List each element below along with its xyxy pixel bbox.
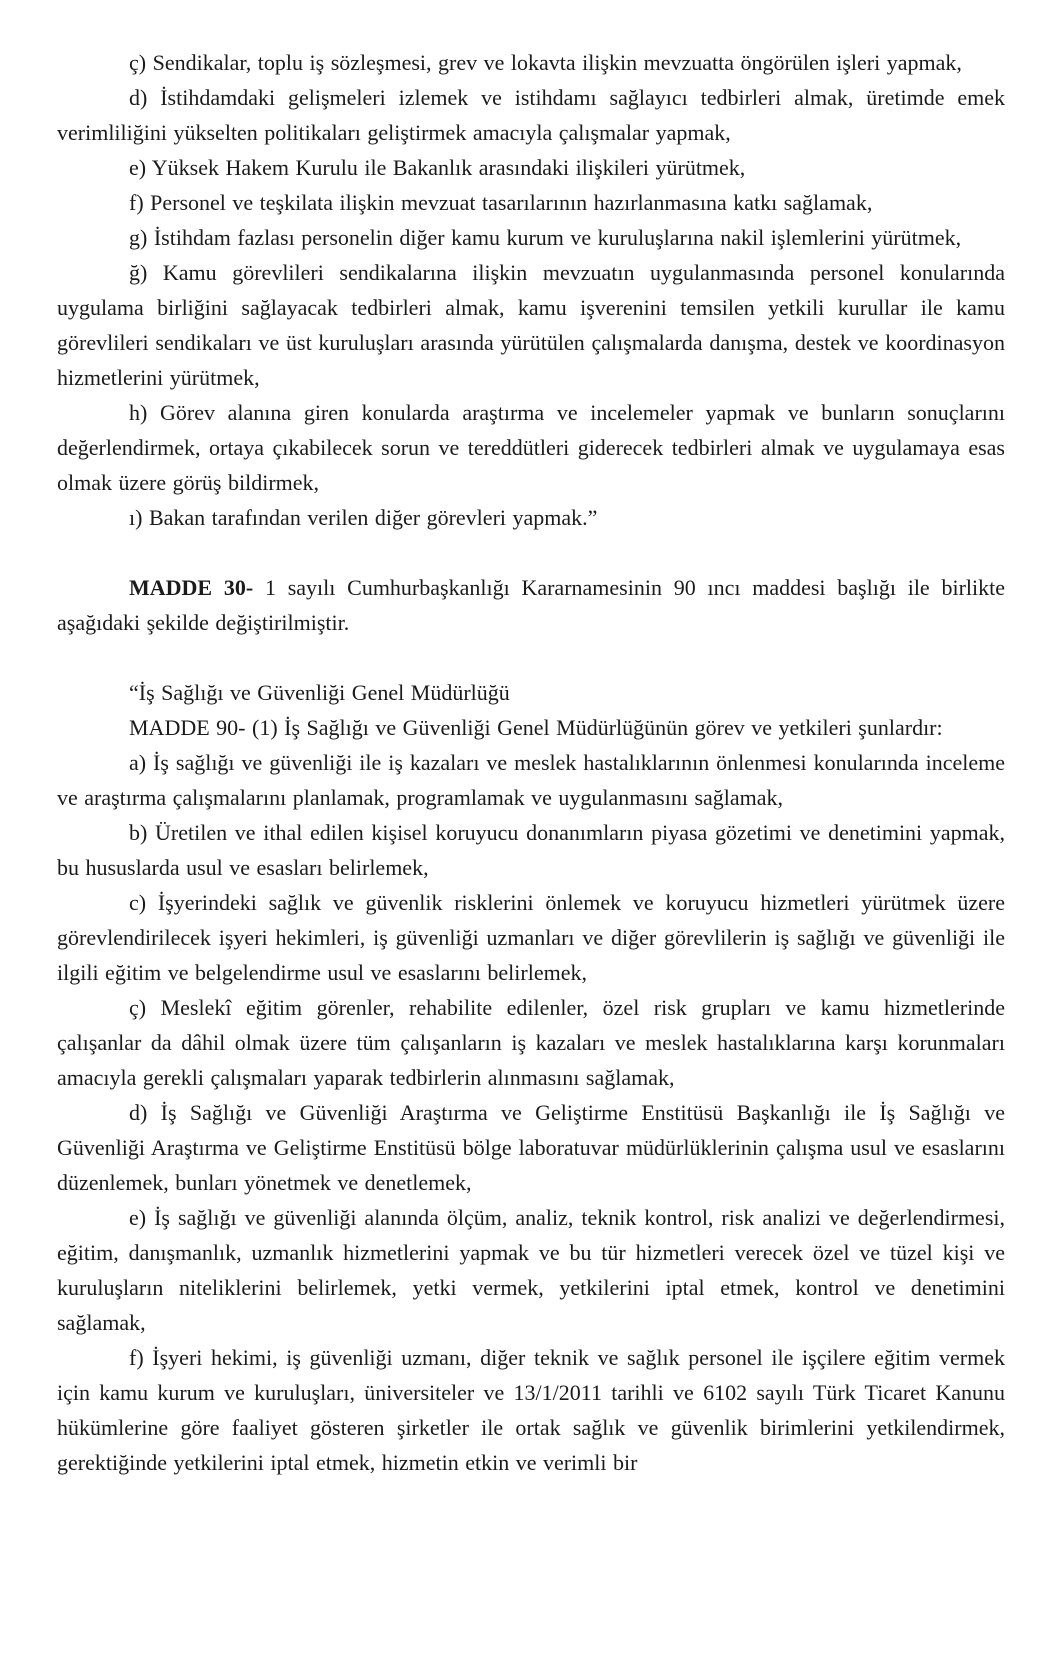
section-90-heading: “İş Sağlığı ve Güvenliği Genel Müdürlüğü (129, 680, 510, 705)
list-item-c: ç) Sendikalar, toplu iş sözleşmesi, grev ve lokavta ilişkin mevzuatta öngörülen işleri yapmak, (129, 50, 962, 75)
madde-30-label: MADDE 30- (129, 575, 254, 600)
list-item-d: d) İstihdamdaki gelişmeleri izlemek ve istihdamı sağlayıcı tedbirleri almak, üretimde emek verimliliğini yükselten politikaları geliştirmek amacıyla çalışmalar yapmak, (57, 85, 1005, 145)
madde-90-paragraph: MADDE 90- (1) İş Sağlığı ve Güvenliği Genel Müdürlüğünün görev ve yetkileri şunlardır: (129, 715, 943, 740)
list-item-f: f) Personel ve teşkilata ilişkin mevzuat tasarılarının hazırlanmasına katkı sağlamak, (129, 190, 873, 215)
madde-30-paragraph (57, 570, 1005, 640)
list-item-gg: ğ) Kamu görevlileri sendikalarına ilişkin mevzuatın uygulanmasında personel konularında uygulama birliğini sağlayacak tedbirleri almak, kamu işverenini temsilen yetkili kurullar ile kamu görevlileri sendikaları ve üst kuruluşları arasında yürütülen çalışmalarda danışma, destek ve koordinasyon hizmetlerini yürütmek, (57, 260, 1005, 390)
list-item-i: ı) Bakan tarafından verilen diğer görevleri yapmak.” (129, 505, 598, 530)
list-item-g: g) İstihdam fazlası personelin diğer kamu kurum ve kuruluşlarına nakil işlemlerini yürütmek, (129, 225, 962, 250)
madde-90-item-d: d) İş Sağlığı ve Güvenliği Araştırma ve Geliştirme Enstitüsü Başkanlığı ile İş Sağlığı ve Güvenliği Araştırma ve Geliştirme Enstitüsü bölge laboratuvar müdürlüklerinin çalışma usul ve esaslarını düzenlemek, bunları yönetmek ve denetlemek, (57, 1100, 1005, 1195)
madde-90-item-f: f) İşyeri hekimi, iş güvenliği uzmanı, diğer teknik ve sağlık personel ile işçilere eğitim vermek için kamu kurum ve kuruluşları, üniversiteler ve 13/1/2011 tarihli ve 6102 sayılı Türk Ticaret Kanunu hükümlerine göre faaliyet gösteren şirketler ile ortak sağlık ve güvenlik birimlerini yetkilendirmek, gerektiğinde yetkilerini iptal etmek, hizmetin etkin ve verimli bir (57, 1345, 1005, 1475)
madde-90-item-cc: ç) Meslekî eğitim görenler, rehabilite edilenler, özel risk grupları ve kamu hizmetlerinde çalışanlar da dâhil olmak üzere tüm çalışanların iş kazaları ve meslek hastalıklarına karşı korunmaları amacıyla gerekli çalışmaları yaparak tedbirlerin alınmasını sağlamak, (57, 995, 1005, 1090)
madde-90-item-a: a) İş sağlığı ve güvenliği ile iş kazaları ve meslek hastalıklarının önlenmesi konularında inceleme ve araştırma çalışmalarını planlamak, programlamak ve uygulanmasını sağlamak, (57, 750, 1005, 810)
madde-90-item-e: e) İş sağlığı ve güvenliği alanında ölçüm, analiz, teknik kontrol, risk analizi ve değerlendirmesi, eğitim, danışmanlık, uzmanlık hizmetlerini yapmak ve bu tür hizmetleri verecek özel ve tüzel kişi ve kuruluşların niteliklerini belirlemek, yetki vermek, yetkilerini iptal etmek, kontrol ve denetimini sağlamak, (57, 1205, 1005, 1335)
list-item-e: e) Yüksek Hakem Kurulu ile Bakanlık arasındaki ilişkileri yürütmek, (129, 155, 746, 180)
madde-90-item-c: c) İşyerindeki sağlık ve güvenlik risklerini önlemek ve koruyucu hizmetleri yürütmek üzere görevlendirilecek işyeri hekimleri, iş güvenliği uzmanları ve diğer görevlilerin iş sağlığı ve güvenliği ile ilgili eğitim ve belgelendirme usul ve esaslarını belirlemek, (57, 890, 1005, 985)
madde-30-text: 1 sayılı Cumhurbaşkanlığı Kararnamesinin 90 ıncı maddesi başlığı ile birlikte aşağıdaki şekilde değiştirilmiştir. (57, 575, 1005, 635)
madde-90-item-b: b) Üretilen ve ithal edilen kişisel koruyucu donanımların piyasa gözetimi ve denetimini yapmak, bu hususlarda usul ve esasları belirlemek, (57, 820, 1005, 880)
list-item-h: h) Görev alanına giren konularda araştırma ve incelemeler yapmak ve bunların sonuçlarını değerlendirmek, ortaya çıkabilecek sorun ve tereddütleri giderecek tedbirleri almak ve uygulamaya esas olmak üzere görüş bildirmek, (57, 400, 1005, 495)
